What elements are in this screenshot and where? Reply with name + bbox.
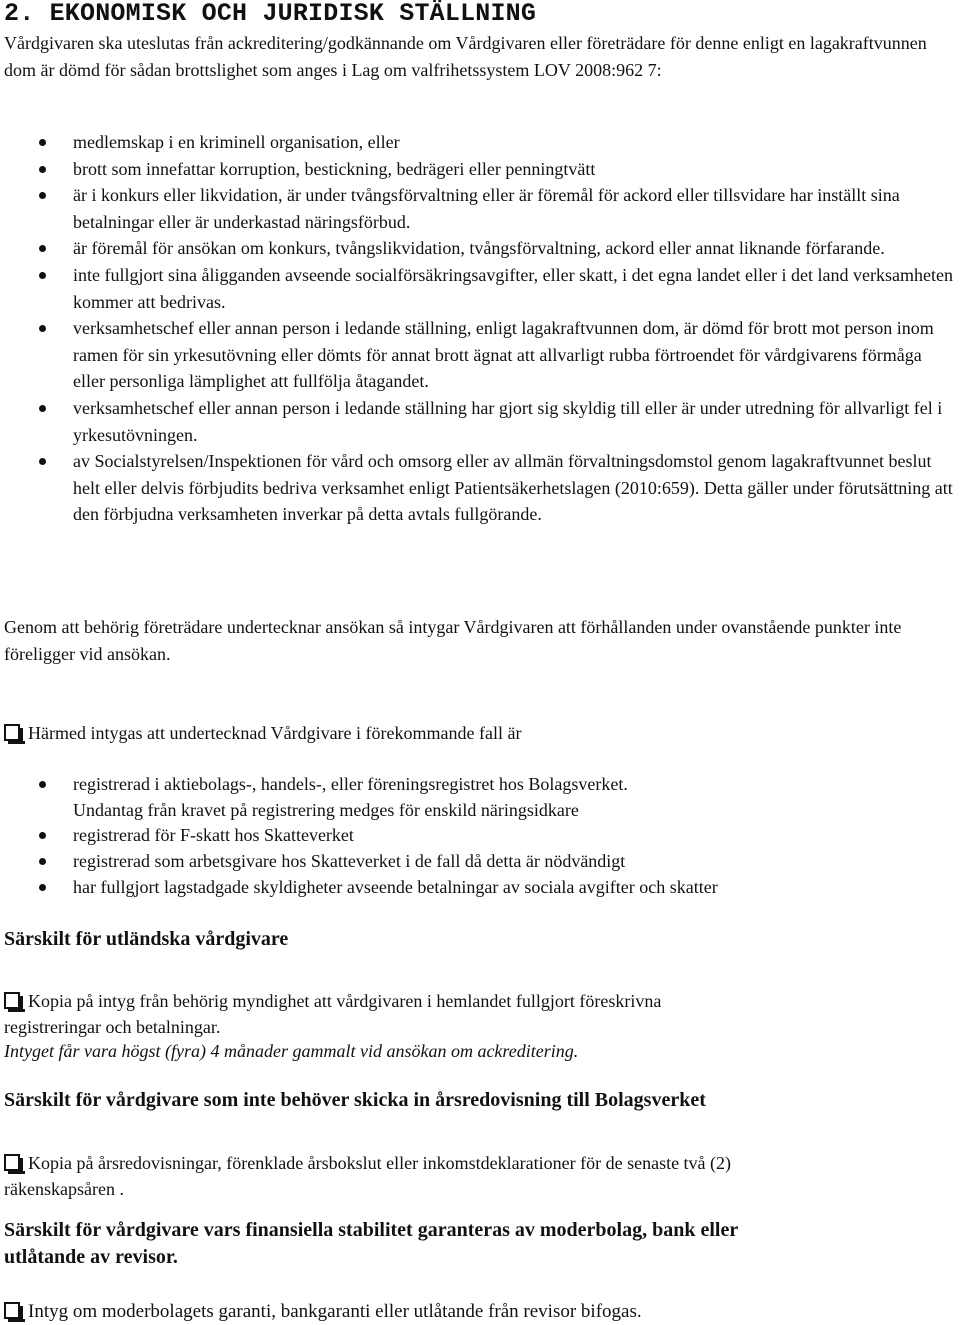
list-item-text: registrerad som arbetsgivare hos Skatteverket i de fall då detta är nödvändigt <box>73 851 626 872</box>
checkbox-label-continuation: registreringar och betalningar. <box>4 1017 221 1037</box>
list-item-text: verksamhetschef eller annan person i ledande ställning, enligt lagakraftvunnen dom, är dömd för brott mot person inom ramen för sin yrkesutövning eller dömts för annat brott ägnat att allvarligt rubba förtroendet för vårdgivarens förmåga eller personliga lämplighet att fullfölja åtagandet. <box>73 318 934 392</box>
checkbox-label: Kopia på årsredovisningar, förenklade årsbokslut eller inkomstdeklarationer för de senaste två (2) <box>28 1153 732 1173</box>
guarantee-title-line-2: utlåtande av revisor. <box>4 1246 178 1268</box>
guarantee-checkbox-row[interactable] <box>4 1299 956 1325</box>
exclusion-list <box>0 129 960 528</box>
annual-report-section-title: Särskilt för vårdgivare som inte behöver skicka in årsredovisning till Bolagsverket <box>4 1089 706 1111</box>
checkbox-icon[interactable] <box>4 992 20 1009</box>
list-item <box>0 448 953 528</box>
intro-paragraph: Vårdgivaren ska uteslutas från ackreditering/godkännande om Vårdgivaren eller företrädare för denne enligt en lagakraftvunnen dom är dömd för sådan brottslighet som anges i Lag om valfrihetssystem LOV 2008:962 7: <box>4 33 927 80</box>
foreign-note: Intyget får vara högst (fyra) 4 månader gammalt vid ansökan om ackreditering. <box>4 1041 579 1061</box>
list-item <box>0 315 953 395</box>
list-item-text: brott som innefattar korruption, bestickning, bedrägeri eller penningtvätt <box>73 158 596 179</box>
list-item <box>0 182 953 235</box>
checkbox-label: Intyg om moderbolagets garanti, bankgaranti eller utlåtande från revisor bifogas. <box>28 1301 642 1322</box>
guarantee-section-title <box>4 1217 956 1271</box>
list-item-text: registrerad för F-skatt hos Skatteverket <box>73 825 354 846</box>
list-item-text: registrerad i aktiebolags-, handels-, eller föreningsregistret hos Bolagsverket. <box>73 774 628 794</box>
list-item-text: verksamhetschef eller annan person i ledande ställning har gjort sig skyldig till eller är under utredning för allvarligt fel i yrkesutövningen. <box>73 397 943 445</box>
checkbox-label: Härmed intygas att undertecknad Vårdgivare i förekommande fall är <box>28 723 522 743</box>
checkbox-label-continuation: räkenskapsåren . <box>4 1179 124 1199</box>
bullet-icon <box>39 858 46 865</box>
registration-checkbox-row[interactable] <box>4 720 956 746</box>
bullet-icon <box>39 192 46 199</box>
list-item <box>0 129 953 156</box>
list-item <box>0 875 953 901</box>
bullet-icon <box>39 458 46 465</box>
list-item-text: är i konkurs eller likvidation, är under tvångsförvaltning eller är föremål för ackord eller tillsvidare har inställt sina betalningar eller är underkastad näringsförbud. <box>73 185 900 232</box>
checkbox-icon[interactable] <box>4 724 20 741</box>
bullet-icon <box>39 832 46 839</box>
bullet-icon <box>39 166 46 173</box>
list-item <box>0 262 953 315</box>
checkbox-icon[interactable] <box>4 1154 20 1171</box>
guarantee-title-line-1: Särskilt för vårdgivare vars finansiella stabilitet garanteras av moderbolag, bank eller <box>4 1219 739 1241</box>
bullet-icon <box>39 884 46 891</box>
list-item <box>0 156 953 183</box>
list-item <box>0 823 953 849</box>
list-item-text: inte fullgjort sina åligganden avseende socialförsäkringsavgifter, eller skatt, i det egna landet eller i det land verksamheten kommer att bedrivas. <box>73 264 953 312</box>
annual-report-checkbox-row[interactable] <box>4 1150 956 1202</box>
list-item-text: av Socialstyrelsen/Inspektionen för vård och omsorg eller av allmän förvaltningsdomstol genom lagakraftvunnet beslut helt eller delvis förbjudits bedriva verksamhet enligt Patientsäkerhetslagen (2010:659). Detta gäller under förutsättning att den förbjudna verksamheten inverkar på detta avtals fullgörande. <box>73 451 953 525</box>
checkbox-icon[interactable] <box>4 1302 20 1319</box>
bullet-icon <box>39 245 46 252</box>
foreign-checkbox-row[interactable] <box>4 988 956 1040</box>
foreign-section-title: Särskilt för utländska vårdgivare <box>4 928 289 950</box>
bullet-icon <box>39 139 46 146</box>
list-item <box>0 849 953 875</box>
list-item-text: är föremål för ansökan om konkurs, tvångslikvidation, tvångsförvaltning, ackord eller annat liknande förfarande. <box>73 238 885 259</box>
bullet-icon <box>39 405 46 412</box>
list-item-text: har fullgjort lagstadgade skyldigheter avseende betalningar av sociala avgifter och skatter <box>73 876 718 897</box>
list-item <box>0 395 953 448</box>
bullet-icon <box>39 781 46 788</box>
list-item-note: Undantag från kravet på registrering medges för enskild näringsidkare <box>73 799 579 820</box>
checkbox-label: Kopia på intyg från behörig myndighet att vårdgivaren i hemlandet fullgjort föreskrivna <box>28 991 662 1011</box>
list-item <box>0 772 953 823</box>
bullet-icon <box>39 272 46 279</box>
certify-paragraph: Genom att behörig företrädare undertecknar ansökan så intygar Vårdgivaren att förhållanden under ovanstående punkter inte föreligger vid ansökan. <box>4 617 902 664</box>
registration-list <box>0 772 960 901</box>
list-item-text: medlemskap i en kriminell organisation, eller <box>73 132 400 152</box>
section-heading: 2. EKONOMISK OCH JURIDISK STÄLLNING <box>4 0 537 28</box>
list-item <box>0 235 953 262</box>
bullet-icon <box>39 325 46 332</box>
